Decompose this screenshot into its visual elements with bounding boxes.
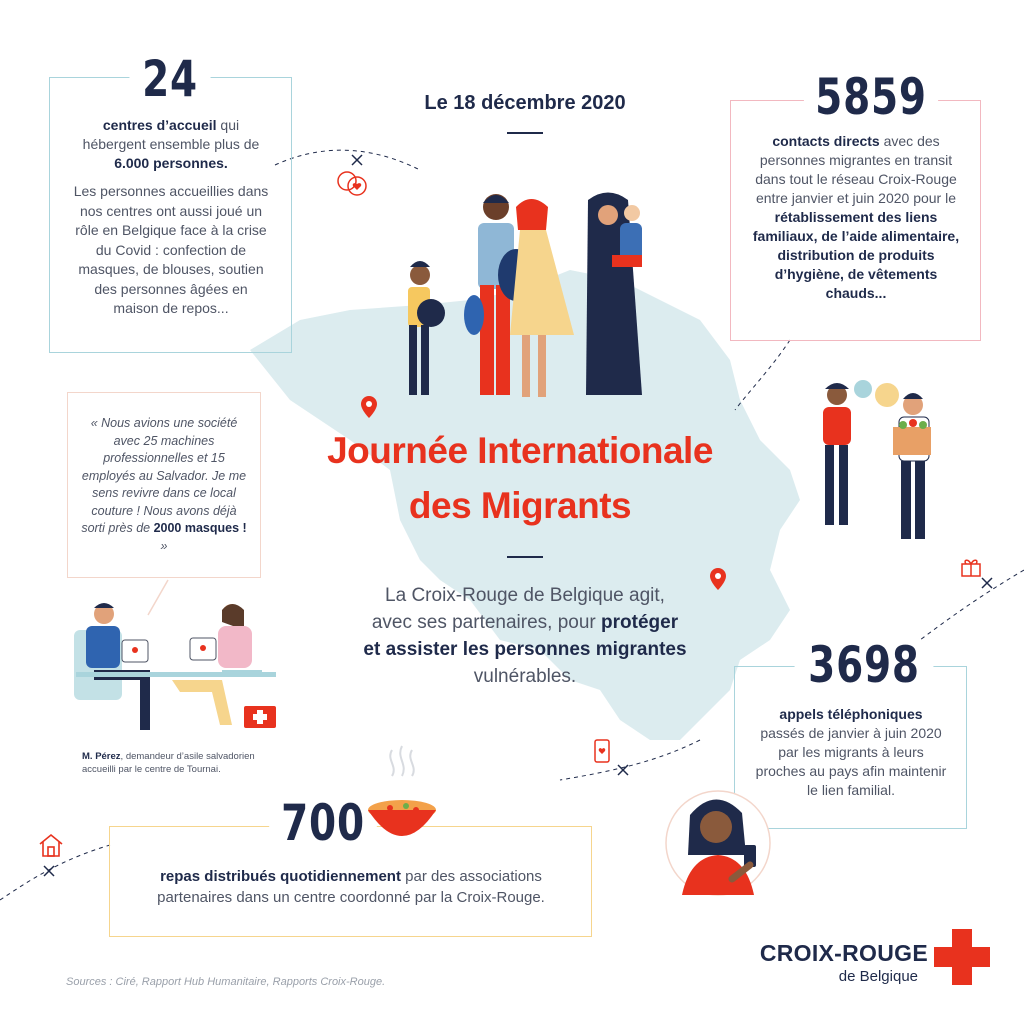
soup-bowl-icon xyxy=(366,740,438,850)
red-cross-icon xyxy=(934,929,990,985)
logo-name: CROIX-ROUGE xyxy=(759,940,928,966)
stat-number-meals: 700 xyxy=(269,798,377,848)
heart-chat-icon xyxy=(336,170,368,198)
quote-text: « Nous avions une société avec 25 machines professionnelles et 15 employés au Salvador. Je me sens revivre dans ce local couture ! Nous avons déjà sorti près de 2000 masques ! » xyxy=(81,416,247,553)
date-label: Le 18 décembre 2020 xyxy=(424,92,626,114)
stat-text-meals: repas distribués quotidiennement par des associations partenaires dans un centre coordonné par la Croix-Rouge. xyxy=(157,868,545,906)
house-icon xyxy=(37,832,65,858)
migrant-family-illustration xyxy=(398,185,648,405)
stat-number-centres: 24 xyxy=(129,54,210,104)
stat-para-centres: Les personnes accueillies dans nos centres ont aussi joué un rôle en Belgique face à la crise du Covid : confection de masques, de blouses, soutien des personnes âgées en maison de repos... xyxy=(73,183,269,316)
stat-number-calls: 3698 xyxy=(795,640,934,690)
stat-text-calls: appels téléphoniques passés de janvier à juin 2020 par les migrants à leurs proches au pays afin maintenir le lien familial. xyxy=(755,706,947,798)
sources-note: Sources : Ciré, Rapport Hub Humanitaire, Rapports Croix-Rouge. xyxy=(66,976,386,988)
page-title-line2: des Migrants xyxy=(408,485,632,526)
intro-text: La Croix-Rouge de Belgique agit, avec ses partenaires, pour protéger et assister les personnes migrantes vulnérables. xyxy=(363,585,687,687)
phone-heart-icon xyxy=(592,738,614,764)
date-divider xyxy=(507,132,543,134)
page-title-line1: Journée Internationale xyxy=(327,430,713,471)
title-divider xyxy=(507,556,543,558)
stat-bold-centres: centres d’accueil xyxy=(102,117,217,133)
stat-number-contacts: 5859 xyxy=(804,72,938,122)
logo-subtitle: de Belgique xyxy=(838,968,918,985)
map-pin-icon xyxy=(361,396,377,418)
sewing-workshop-illustration xyxy=(72,600,282,740)
photo-caption: M. Pérez, demandeur d’asile salvadorien accueilli par le centre de Tournai. xyxy=(82,751,255,775)
volunteers-illustration xyxy=(815,375,945,545)
woman-phone-illustration xyxy=(660,785,780,900)
stat-text-centres: centres d’accueil qui hébergent ensemble plus de 6.000 personnes. xyxy=(82,117,260,171)
stat-text-contacts: contacts directs avec des personnes migrantes en transit dans tout le réseau Croix-Rouge entre janvier et juin 2020 pour le rétablissement des liens familiaux, de l’aide alimentaire, distribution de produits d’hygiène, de vêtements chauds... xyxy=(752,133,960,301)
gift-icon xyxy=(960,556,982,578)
